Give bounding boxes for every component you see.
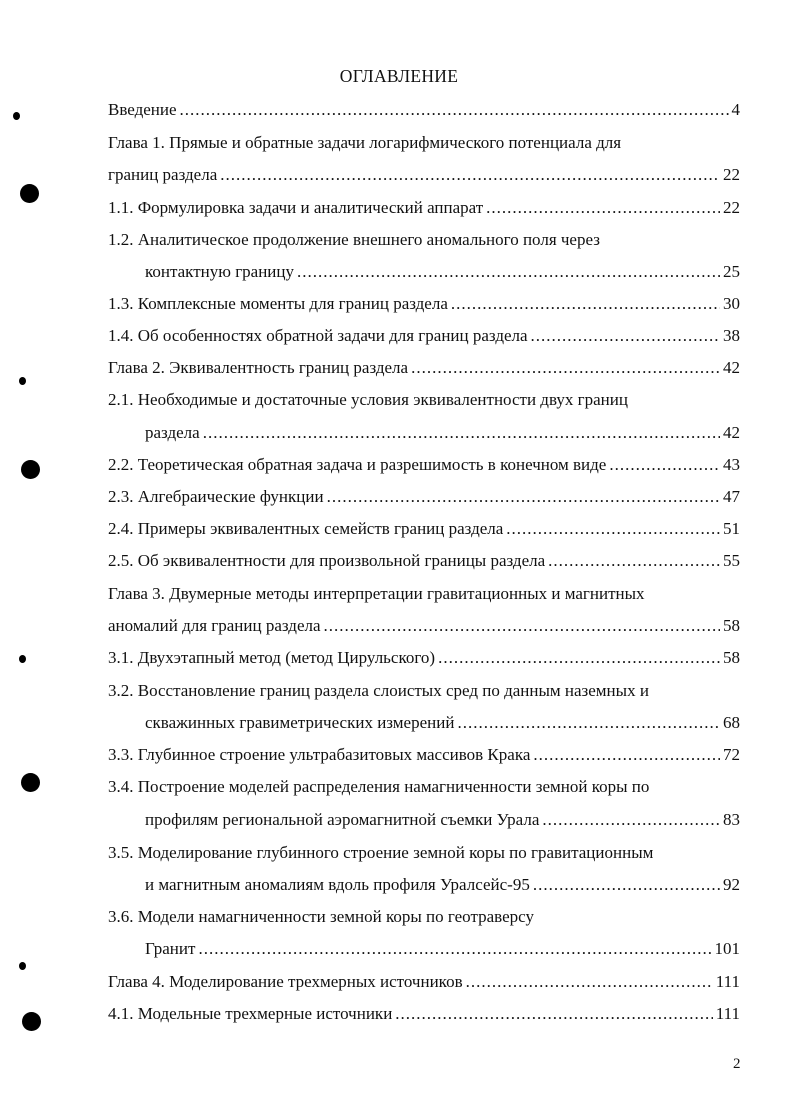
binder-mark	[19, 655, 26, 663]
toc-entry-2-1	[145, 423, 740, 443]
toc-entry-introduction	[108, 100, 740, 120]
toc-page-number: 68	[723, 713, 740, 732]
toc-entry-3-5	[145, 875, 740, 895]
toc-entry-text: аномалий для границ раздела	[108, 616, 321, 635]
toc-page-number: 111	[715, 972, 740, 991]
leader-dots	[451, 294, 720, 314]
page-title: ОГЛАВЛЕНИЕ	[339, 66, 459, 86]
toc-entry-3-6	[145, 939, 740, 959]
binder-hole	[21, 460, 40, 479]
binder-mark	[19, 377, 26, 385]
toc-entry-text: скважинных гравиметрических измерений	[145, 713, 455, 732]
toc-page-number: 111	[715, 1004, 740, 1023]
toc-page-number: 58	[723, 648, 740, 667]
toc-page-number: 22	[723, 198, 740, 217]
toc-entry-3-3	[108, 745, 740, 765]
leader-dots	[533, 875, 720, 895]
toc-entry-3-5-line1: 3.5. Моделирование глубинного строение земной коры по гравитационным	[108, 843, 654, 862]
toc-entry-1-2	[145, 262, 740, 282]
toc-entry-text: 4.1. Модельные трехмерные источники	[108, 1004, 393, 1023]
toc-entry-text: 2.4. Примеры эквивалентных семейств границ раздела	[108, 519, 504, 538]
toc-entry-text: профилям региональной аэромагнитной съемки Урала	[145, 810, 540, 829]
leader-dots	[220, 165, 720, 185]
leader-dots	[395, 1004, 712, 1024]
toc-entry-3-2	[145, 713, 740, 733]
toc-entry-text: 1.3. Комплексные моменты для границ раздела	[108, 294, 448, 313]
toc-entry-1-2-line1: 1.2. Аналитическое продолжение внешнего аномального поля через	[108, 230, 600, 249]
leader-dots	[411, 358, 720, 378]
toc-entry-3-4	[145, 810, 740, 830]
toc-page-number: 58	[723, 616, 740, 635]
binder-mark	[19, 962, 26, 970]
toc-page-number: 4	[731, 100, 740, 119]
toc-entry-2-5	[108, 551, 740, 571]
binder-mark	[13, 112, 20, 120]
toc-entry-text: Глава 4. Моделирование трехмерных источников	[108, 972, 463, 991]
toc-entry-text: 2.3. Алгебраические функции	[108, 487, 324, 506]
toc-entry-2-1-line1: 2.1. Необходимые и достаточные условия эквивалентности двух границ	[108, 390, 628, 409]
toc-entry-3-1	[108, 648, 740, 668]
toc-page-number: 101	[714, 939, 740, 958]
toc-entry-1-3	[108, 294, 740, 314]
leader-dots	[542, 810, 720, 830]
leader-dots	[609, 455, 720, 475]
toc-page-number: 30	[723, 294, 740, 313]
toc-page-number: 83	[723, 810, 740, 829]
toc-page-number: 25	[723, 262, 740, 281]
leader-dots	[180, 100, 729, 120]
binder-hole	[20, 184, 39, 203]
toc-entry-text: 2.5. Об эквивалентности для произвольной границы раздела	[108, 551, 546, 570]
toc-entry-chapter1	[108, 165, 740, 185]
toc-entry-chapter2	[108, 358, 740, 378]
leader-dots	[327, 487, 720, 507]
toc-entry-2-2	[108, 455, 740, 475]
leader-dots	[457, 713, 720, 733]
toc-page-number: 43	[723, 455, 740, 474]
toc-entry-chapter4	[108, 972, 740, 992]
toc-entry-text: 3.3. Глубинное строение ультрабазитовых массивов Крака	[108, 745, 531, 764]
toc-entry-text: контактную границу	[145, 262, 294, 281]
toc-entry-text: 1.1. Формулировка задачи и аналитический аппарат	[108, 198, 484, 217]
toc-entry-chapter1-line1: Глава 1. Прямые и обратные задачи логарифмического потенциала для	[108, 133, 622, 152]
toc-entry-text: и магнитным аномалиям вдоль профиля Уралсейс-95	[145, 875, 530, 894]
toc-entry-text: раздела	[145, 423, 200, 442]
toc-page-number: 42	[723, 423, 740, 442]
toc-entry-4-1	[108, 1004, 740, 1024]
toc-entry-text: Введение	[108, 100, 177, 119]
leader-dots	[548, 551, 720, 571]
leader-dots	[198, 939, 711, 959]
toc-page-number: 22	[723, 165, 740, 184]
toc-page-number: 51	[723, 519, 740, 538]
leader-dots	[506, 519, 720, 539]
toc-page-number: 72	[723, 745, 740, 764]
toc-entry-3-2-line1: 3.2. Восстановление границ раздела слоистых сред по данным наземных и	[108, 681, 649, 700]
toc-entry-2-4	[108, 519, 740, 539]
toc-page-number: 92	[723, 875, 740, 894]
page-number: 2	[733, 1056, 741, 1072]
leader-dots	[297, 262, 720, 282]
toc-entry-text: 2.2. Теоретическая обратная задача и разрешимость в конечном виде	[108, 455, 607, 474]
toc-entry-text: границ раздела	[108, 165, 218, 184]
toc-entry-1-4	[108, 326, 740, 346]
leader-dots	[531, 326, 720, 346]
toc-entry-3-6-line1: 3.6. Модели намагниченности земной коры по геотраверсу	[108, 907, 534, 926]
toc-entry-chapter3-line1: Глава 3. Двумерные методы интерпретации гравитационных и магнитных	[108, 584, 645, 603]
binder-hole	[21, 773, 40, 792]
toc-entry-text: Глава 2. Эквивалентность границ раздела	[108, 358, 409, 377]
leader-dots	[486, 198, 720, 218]
toc-page-number: 42	[723, 358, 740, 377]
toc-entry-3-4-line1: 3.4. Построение моделей распределения намагниченности земной коры по	[108, 777, 650, 796]
toc-entry-1-1	[108, 198, 740, 218]
toc-page-number: 47	[723, 487, 740, 506]
leader-dots	[438, 648, 720, 668]
toc-entry-text: Гранит	[145, 939, 196, 958]
leader-dots	[203, 423, 720, 443]
toc-page-number: 38	[723, 326, 740, 345]
toc-entry-chapter3	[108, 616, 740, 636]
toc-entry-text: 1.4. Об особенностях обратной задачи для границ раздела	[108, 326, 528, 345]
binder-hole	[22, 1012, 41, 1031]
toc-entry-text: 3.1. Двухэтапный метод (метод Цирульского)	[108, 648, 436, 667]
toc-entry-2-3	[108, 487, 740, 507]
leader-dots	[466, 972, 713, 992]
leader-dots	[533, 745, 720, 765]
toc-page-number: 55	[723, 551, 740, 570]
leader-dots	[324, 616, 720, 636]
